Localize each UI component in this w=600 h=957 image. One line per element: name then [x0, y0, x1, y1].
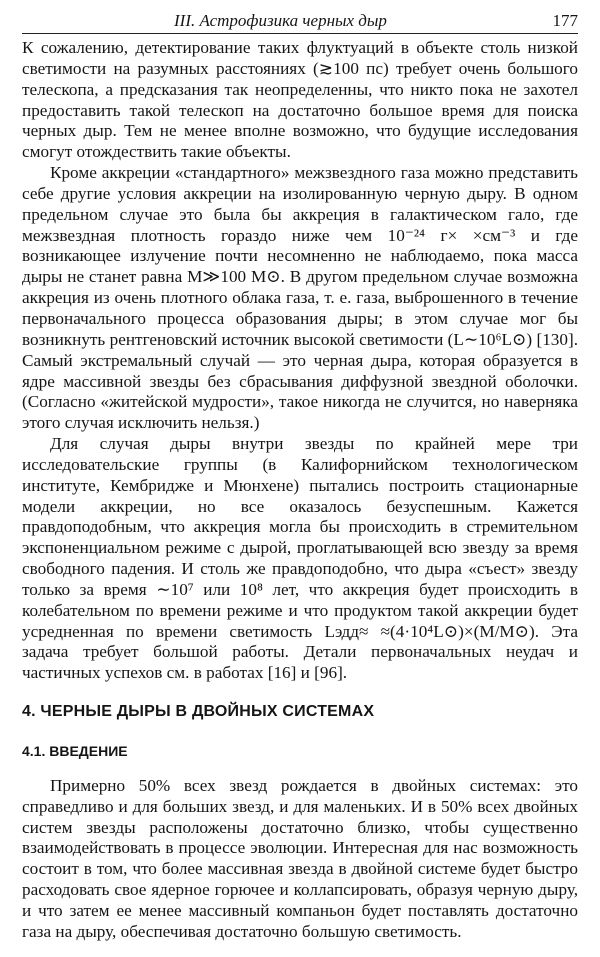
paragraph: К сожалению, детектирование таких флуктуаций в объекте столь низкой светимости на разумных расстояниях (≳100 пс) требует очень большого телескопа, а предсказания так неопределенны, что никто пока не захотел предоставить такой телескоп на достаточно большое время для поиска черных дыр. Тем не менее вполне возможно, что будущие исследования смогут отождествить такие объекты.: [22, 38, 578, 162]
paragraph: Для случая дыры внутри звезды по крайней мере три исследовательские группы (в Калифорнийском технологическом институте, Кембридже и Мюнхене) пытались построить стационарные модели аккреции, но все оказалось безуспешным. Кажется правдоподобным, что аккреция могла бы происходить в стремительном экспоненциальном режиме с дырой, проглатывающей всю звезду за время свободного падения. И столь же правдоподобно, что дыра «съест» звезду только за время ∼10⁷ или 10⁸ лет, что аккреция будет происходить в колебательном по времени режиме и что продуктом такой аккреции будет усредненная по времени светимость Lэдд≈ ≈(4·10⁴L⊙)×(M/M⊙). Эта задача требует большой работы. Детали первоначальных неудач и частичных успехов см. в работах [16] и [96].: [22, 434, 578, 683]
running-title: III. Астрофизика черных дыр: [174, 11, 387, 30]
running-head: [22, 8, 578, 34]
section-heading: 4. ЧЕРНЫЕ ДЫРЫ В ДВОЙНЫХ СИСТЕМАХ: [22, 703, 375, 721]
page-number: 177: [552, 11, 578, 30]
paragraph: Примерно 50% всех звезд рождается в двойных системах: это справедливо и для больших звезд, и для маленьких. И в 50% всех двойных систем звезды расположены достаточно близко, чтобы существенно взаимодействовать в процессе эволюции. Интересная для нас возможность состоит в том, что более массивная звезда в двойной системе будет быстро расходовать свое ядерное горючее и коллапсировать, образуя черную дыру, и что затем ее менее массивный компаньон будет поставлять достаточно газа на дыру, обеспечивая достаточно большую светимость.: [22, 775, 578, 941]
paragraph: Кроме аккреции «стандартного» межзвездного газа можно представить себе другие условия аккреции на изолированную черную дыру. В одном предельном случае это была бы аккреция в галактическом гало, где межзвездная плотность гораздо ниже чем 10⁻²⁴ г× ×см⁻³ и где возникающее излучение почти несомненно не наблюдаемо, пока масса дыры не станет равна M≫100 M⊙. В другом предельном случае возможна аккреция из очень плотного облака газа, т. е. газа, выброшенного в течение первоначального процесса образования дыры; в этом случае мог бы возникнуть рентгеновский источник высокой светимости (L∼10⁶L⊙) [130]. Самый экстремальный случай — это черная дыра, которая образуется в ядре массивной звезды без сбрасывания диффузной звездной оболочки. (Согласно «житейской мудрости», такое никогда не случится, но наверняка этого случая исключить нельзя.): [22, 163, 578, 433]
subsection-heading: 4.1. ВВЕДЕНИЕ: [22, 743, 128, 759]
page-body: [22, 38, 578, 943]
